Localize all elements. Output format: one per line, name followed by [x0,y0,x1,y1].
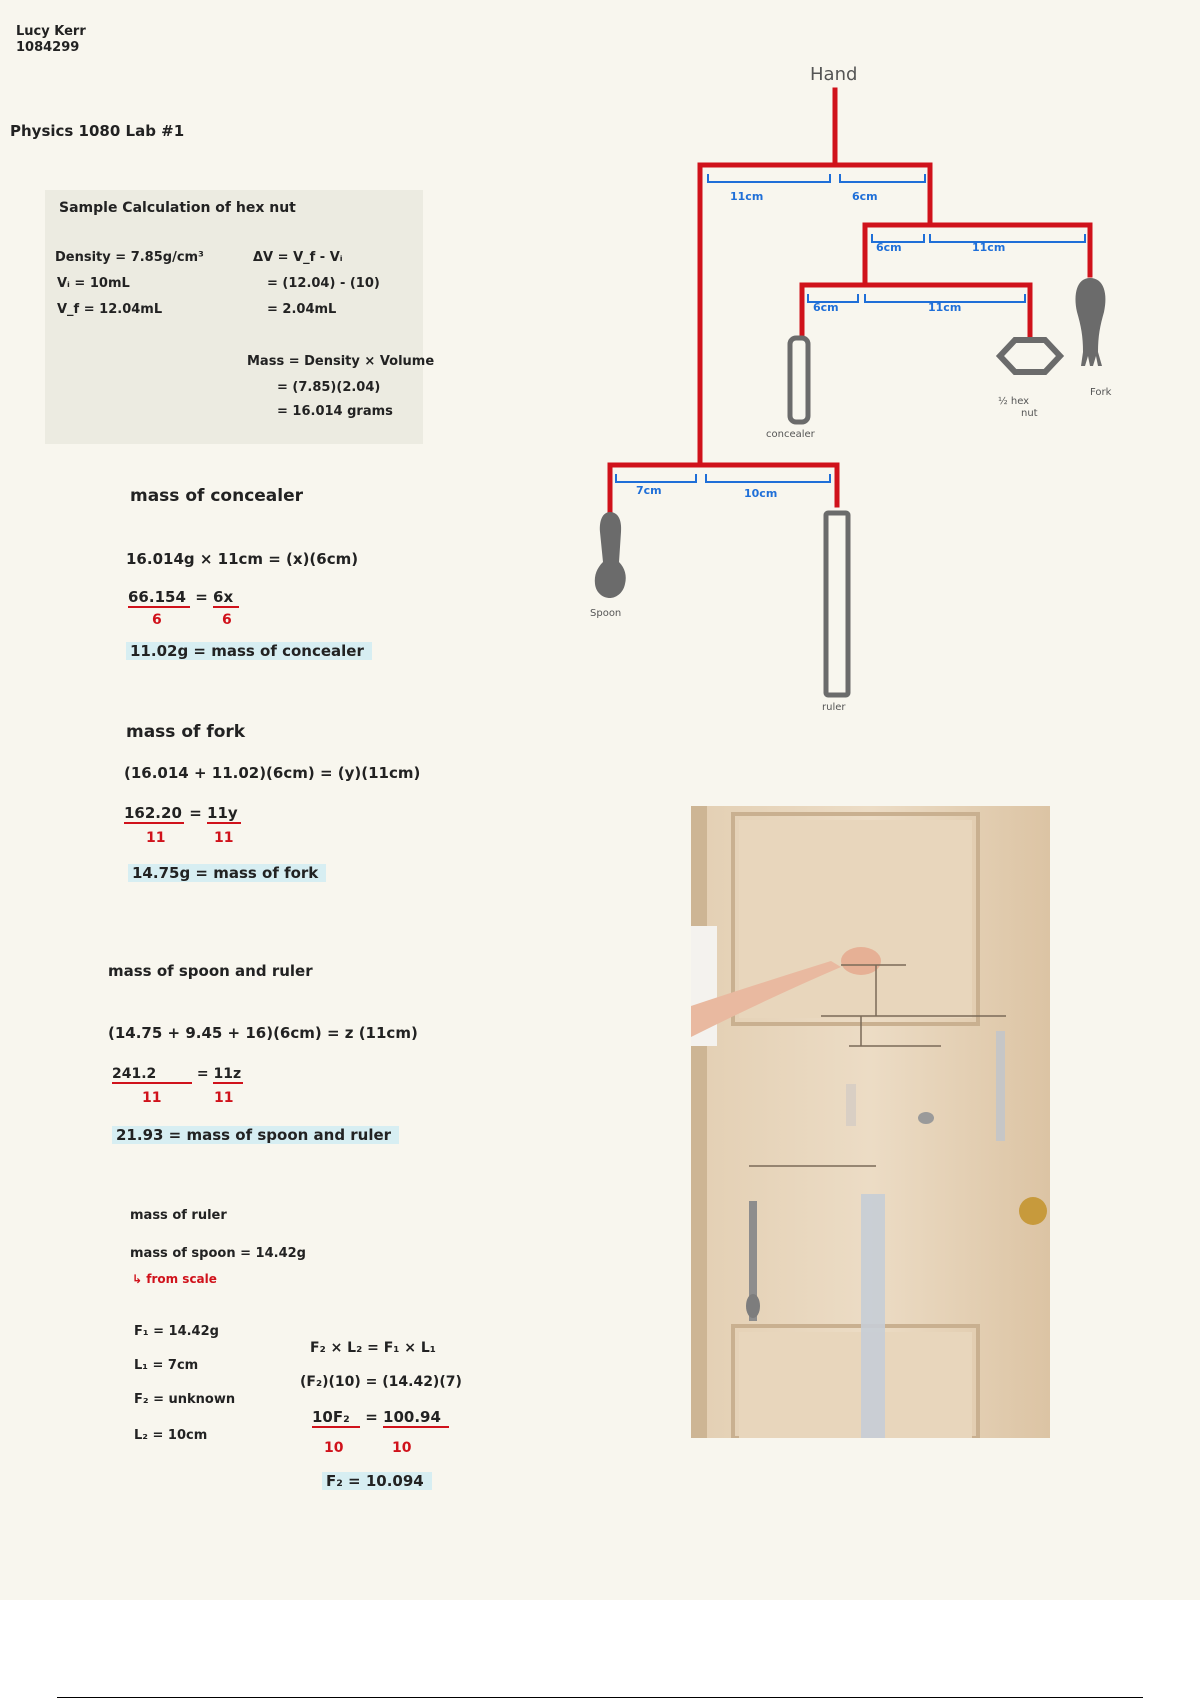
ruler-icon [826,513,848,695]
concealer-num-right: 6x [213,588,239,608]
spoon-ruler-fraction-top: 241.2 = 11z [112,1066,243,1084]
density-value: Density = 7.85g/cm³ [55,250,204,265]
mass-line2: = (7.85)(2.04) [277,380,381,395]
mobile-diagram [560,50,1160,720]
bracket-top-left [708,174,830,182]
label-inner-left: 6cm [813,301,839,314]
label-inner-right: 11cm [928,301,962,314]
hex-nut-label-2: nut [1021,408,1038,419]
concealer-result: 11.02g = mass of concealer [126,642,372,660]
label-top-left: 11cm [730,190,764,203]
hex-nut-icon [1000,340,1060,372]
l1-value: L₁ = 7cm [134,1358,199,1373]
bracket-low-right [706,474,830,482]
fork-fraction-top: 162.20 = 11y [124,804,241,824]
mass-line3: = 16.014 grams [277,404,393,419]
fork-heading: mass of fork [126,722,246,742]
final-volume: V_f = 12.04mL [57,302,163,317]
fork-den-right: 11 [214,830,234,846]
delta-v-line2: = (12.04) - (10) [267,276,380,291]
fork-label: Fork [1090,387,1112,398]
label-top-right: 6cm [852,190,878,203]
ruler-den-left: 10 [324,1440,344,1456]
concealer-equation: 16.014g × 11cm = (x)(6cm) [126,550,359,568]
spoon-ruler-num-left: 241.2 [112,1066,192,1084]
ruler-heading: mass of ruler [130,1208,227,1223]
spoon-ruler-result: 21.93 = mass of spoon and ruler [112,1126,399,1144]
mass-line1: Mass = Density × Volume [247,354,435,369]
spoon-mass: mass of spoon = 14.42g [130,1246,306,1261]
fork-result: 14.75g = mass of fork [128,864,326,882]
torque-equation: F₂ × L₂ = F₁ × L₁ [310,1340,436,1356]
ruler-den-right: 10 [392,1440,412,1456]
ruler-fraction-top: 10F₂ = 100.94 [312,1408,449,1428]
student-id: 1084299 [16,40,80,55]
student-info [16,24,86,56]
spoon-ruler-num-right: 11z [213,1066,243,1084]
label-mid-right: 11cm [972,241,1006,254]
concealer-den-right: 6 [222,612,232,628]
concealer-label: concealer [766,429,815,440]
fork-icon [1076,278,1106,366]
concealer-num-left: 66.154 [128,588,190,608]
ruler-num-right: 100.94 [383,1408,449,1428]
scale-note: ↳ from scale [132,1272,217,1286]
initial-volume: Vᵢ = 10mL [57,276,130,291]
label-mid-left: 6cm [876,241,902,254]
door-photo-image [691,806,1050,1438]
concealer-fraction-top: 66.154 = 6x [128,588,239,608]
torque-substituted: (F₂)(10) = (14.42)(7) [300,1374,462,1390]
delta-v-line1: ΔV = V_f - Vᵢ [253,250,343,265]
page-title: Physics 1080 Lab #1 [10,122,185,140]
f2-value: F₂ = unknown [134,1392,236,1407]
spoon-ruler-equation: (14.75 + 9.45 + 16)(6cm) = z (11cm) [108,1024,418,1042]
spoon-ruler-heading: mass of spoon and ruler [108,962,313,980]
ruler-num-left: 10F₂ [312,1408,360,1428]
sample-calculation-box [45,190,435,444]
mobile-photo [691,806,1050,1438]
label-low-left: 7cm [636,484,662,497]
spoon-icon [595,512,626,598]
l2-value: L₂ = 10cm [134,1428,208,1443]
hex-nut-label-1: ½ hex [998,396,1030,407]
ruler-result: F₂ = 10.094 [322,1472,432,1490]
f1-value: F₁ = 14.42g [134,1324,219,1339]
ruler-label: ruler [822,702,846,713]
sample-calc-heading: Sample Calculation of hex nut [59,200,296,216]
fork-equation: (16.014 + 11.02)(6cm) = (y)(11cm) [124,764,421,782]
hand-label: Hand [810,64,858,85]
fork-num-right: 11y [207,804,241,824]
bracket-top-right [840,174,925,182]
student-name: Lucy Kerr [16,24,86,39]
page-divider [57,1697,1143,1698]
concealer-den-left: 6 [152,612,162,628]
spoon-ruler-den-left: 11 [142,1090,162,1106]
delta-v-line3: = 2.04mL [267,302,337,317]
spoon-label: Spoon [590,608,622,619]
concealer-heading: mass of concealer [130,486,304,506]
fork-den-left: 11 [146,830,166,846]
label-low-right: 10cm [744,487,778,500]
bracket-mid-right [930,234,1085,242]
bracket-low-left [616,474,696,482]
fork-num-left: 162.20 [124,804,184,824]
spoon-ruler-den-right: 11 [214,1090,234,1106]
concealer-icon [790,338,808,422]
